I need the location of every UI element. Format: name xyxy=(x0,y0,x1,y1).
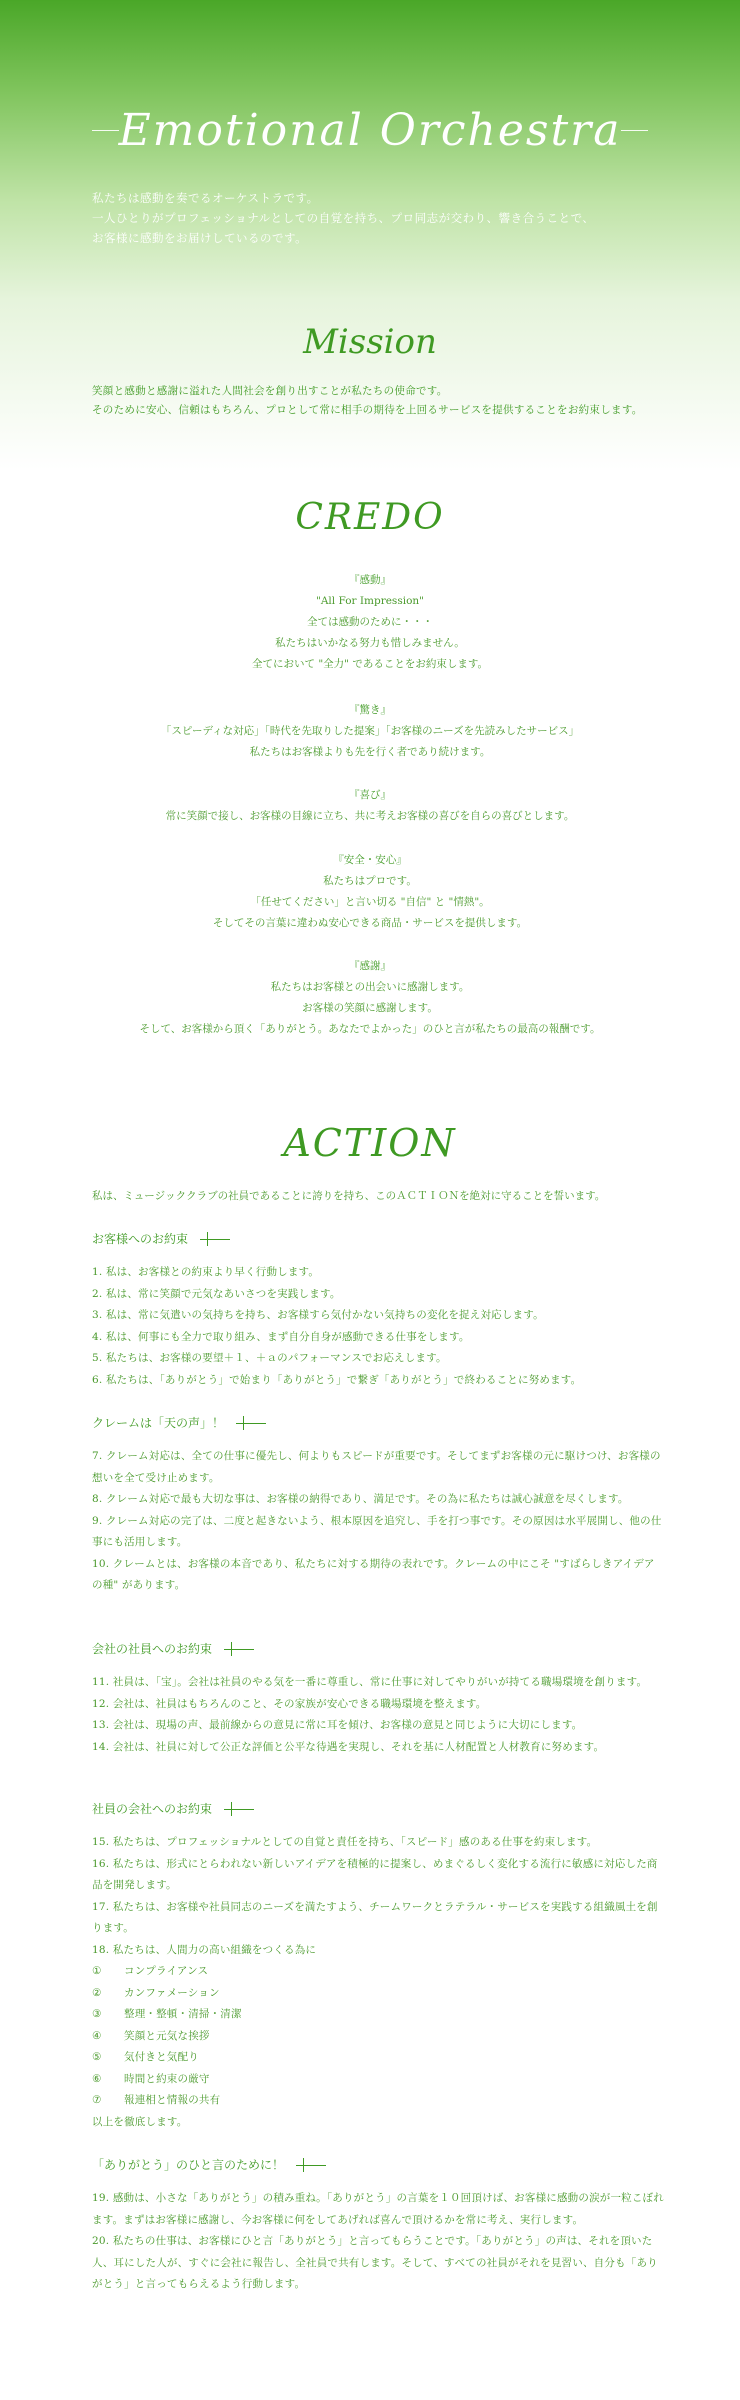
credo-block-safety xyxy=(40,850,700,934)
credo-block-joy xyxy=(40,785,700,827)
hero-line: お客様に感動をお届けしているのです。 xyxy=(92,231,308,245)
credo-line: お客様の笑顔に感謝します。 xyxy=(302,1002,438,1014)
credo-line: 私たちはプロです。 xyxy=(323,875,417,887)
list-item: 10. クレームとは、お客様の本音であり、私たちに対する期待の表れです。クレームの中にこそ "すばらしきアイデアの種" があります。 xyxy=(92,1557,655,1591)
sub-item-text: 気付きと気配り xyxy=(124,2051,199,2063)
credo-title: 『驚き』 xyxy=(349,704,391,716)
sub-item-text: 時間と約束の厳守 xyxy=(124,2072,210,2085)
credo-line: "All For Impression" xyxy=(316,595,424,607)
list-item: 16. 私たちは、形式にとらわれない新しいアイデアを積極的に提案し、めまぐるしく変化する流行に敏感に対応した商品を開発します。 xyxy=(92,1857,658,1891)
sub-item-text: 整理・整頓・清掃・清潔 xyxy=(124,2008,242,2020)
action-list-claims xyxy=(92,1446,664,1597)
sub-list-item xyxy=(92,1961,664,1983)
cross-ornament-icon xyxy=(200,1232,230,1246)
list-item: 18. 私たちは、人間力の高い組織をつくる為に xyxy=(92,1943,317,1956)
action-list-employees-to-company xyxy=(92,1832,664,2133)
sub-item-number: ⑥ xyxy=(92,2072,102,2085)
list-item: 6. 私たちは、「ありがとう」で始まり「ありがとう」で繋ぎ「ありがとう」で終わることに努めます。 xyxy=(92,1373,582,1386)
cross-ornament-icon xyxy=(236,1416,266,1430)
sub-item-number: ① xyxy=(92,1965,102,1977)
sub-list-item xyxy=(92,2026,664,2048)
credo-line: 私たちはお客様との出会いに感謝します。 xyxy=(270,981,470,993)
mission-heading: Mission xyxy=(303,322,437,362)
sub-item-text: 笑顔と元気な挨拶 xyxy=(124,2029,210,2042)
credo-line: 私たちはお客様よりも先を行く者であり続けます。 xyxy=(249,746,491,758)
section-title: 会社の社員へのお約束 xyxy=(92,1642,213,1656)
sub-list-item xyxy=(92,2090,664,2112)
credo-heading: CREDO xyxy=(295,497,445,538)
sub-list-item xyxy=(92,2047,664,2069)
list-item: 2. 私は、常に笑顔で元気なあいさつを実践します。 xyxy=(92,1287,341,1300)
list-item: 1. 私は、お客様との約束より早く行動します。 xyxy=(92,1266,320,1278)
list-item: 5. 私たちは、お客様の要望＋１、＋ａのパフォーマンスでお応えします。 xyxy=(92,1352,447,1364)
sub-item-number: ③ xyxy=(92,2008,102,2020)
section-title: お客様へのお約束 xyxy=(92,1232,189,1246)
section-heading-thank-you xyxy=(92,2156,326,2173)
list-closing: 以上を徹底します。 xyxy=(92,2115,188,2128)
credo-line: 私たちはいかなる努力も惜しみません。 xyxy=(275,637,465,649)
list-item: 20. 私たちの仕事は、お客様にひと言「ありがとう」と言ってもらうことです。「ありがとう」の声は、それを頂いた人、耳にした人が、すぐに会社に報告し、全社員で共有します。そして、すべての社員がそれを見習い、自分も「ありがとう」と言ってもらえるよう行動します。 xyxy=(92,2235,658,2290)
hero-left-rule xyxy=(92,130,119,131)
credo-title: 『喜び』 xyxy=(349,789,391,801)
hero-title-row xyxy=(92,100,648,160)
section-heading-claims xyxy=(92,1414,266,1431)
sub-item-number: ② xyxy=(92,1986,102,1999)
sub-list-item xyxy=(92,1983,664,2005)
section-heading-customer-promise xyxy=(92,1230,230,1247)
mission-text xyxy=(92,382,662,420)
sub-item-number: ⑦ xyxy=(92,2094,102,2106)
list-item: 17. 私たちは、お客様や社員同志のニーズを満たすよう、チームワークとラテラル・サービスを実践する組織風土を創ります。 xyxy=(92,1900,658,1934)
section-heading-company-to-employees xyxy=(92,1640,254,1657)
credo-title: 『安全・安心』 xyxy=(333,854,407,866)
action-list-company-to-employees xyxy=(92,1672,664,1758)
sub-list-item xyxy=(92,2004,664,2026)
action-list-thank-you xyxy=(92,2188,664,2296)
cross-ornament-icon xyxy=(296,2158,326,2172)
section-title: 社員の会社へのお約束 xyxy=(92,1802,213,1816)
hero-line: 一人ひとりがプロフェッショナルとしての自覚を持ち、プロ同志が交わり、響き合うことで、 xyxy=(92,211,595,225)
sub-item-number: ④ xyxy=(92,2029,102,2042)
list-item: 12. 会社は、社員はもちろんのこと、その家族が安心できる職場環境を整えます。 xyxy=(92,1697,487,1710)
hero-line: 私たちは感動を奏でるオーケストラです。 xyxy=(92,191,319,205)
credo-line: 「スピーディな対応」「時代を先取りした提案」「お客様のニーズを先読みしたサービス」 xyxy=(160,725,580,737)
credo-block-surprise xyxy=(40,700,700,763)
sub-item-number: ⑤ xyxy=(92,2051,102,2063)
list-item: 4. 私は、何事にも全力で取り組み、まず自分自身が感動できる仕事をします。 xyxy=(92,1330,470,1343)
sub-item-text: 報連相と情報の共有 xyxy=(124,2094,221,2106)
credo-title: 『感動』 xyxy=(349,574,391,586)
credo-line: そして、お客様から頂く「ありがとう。あなたでよかった」のひと言が私たちの最高の報酬です。 xyxy=(139,1023,601,1035)
list-item: 9. クレーム対応の完了は、二度と起きないよう、根本原因を追究し、手を打つ事です。その原因は水平展開し、他の仕事にも活用します。 xyxy=(92,1514,662,1548)
credo-block-impression xyxy=(40,570,700,675)
cross-ornament-icon xyxy=(224,1642,254,1656)
list-item: 8. クレーム対応で最も大切な事は、お客様の納得であり、満足です。その為に私たちは誠心誠意を尽くします。 xyxy=(92,1493,629,1505)
section-heading-employees-to-company xyxy=(92,1800,254,1817)
action-heading: ACTION xyxy=(283,1121,457,1165)
hero-right-rule xyxy=(621,130,648,131)
list-item: 15. 私たちは、プロフェッショナルとしての自覚と責任を持ち、「スピード」感のある仕事を約束します。 xyxy=(92,1836,598,1848)
list-item: 7. クレーム対応は、全ての仕事に優先し、何よりもスピードが重要です。そしてまずお客様の元に駆けつけ、お客様の想いを全て受け止めます。 xyxy=(92,1450,661,1484)
credo-line: そしてその言葉に違わぬ安心できる商品・サービスを提供します。 xyxy=(212,917,528,929)
credo-line: 全ては感動のために・・・ xyxy=(307,616,433,628)
sub-item-text: カンファメーション xyxy=(124,1986,220,1999)
section-title: 「ありがとう」のひと言のために！ xyxy=(92,2158,285,2172)
action-intro: 私は、ミュージッククラブの社員であることに誇りを持ち、このＡＣＴＩＯＮを絶対に守ることを誓います。 xyxy=(92,1190,606,1202)
section-title: クレームは「天の声」！ xyxy=(92,1416,225,1430)
mission-line: 笑顔と感動と感謝に溢れた人間社会を創り出すことが私たちの使命です。 xyxy=(92,385,448,397)
credo-line: 常に笑顔で接し、お客様の目線に立ち、共に考えお客様の喜びを自らの喜びとします。 xyxy=(165,810,575,822)
action-list-customer-promise xyxy=(92,1262,664,1391)
hero-description xyxy=(92,188,662,248)
list-item: 13. 会社は、現場の声、最前線からの意見に常に耳を傾け、お客様の意見と同じように大切にします。 xyxy=(92,1719,583,1731)
list-item: 14. 会社は、社員に対して公正な評価と公平な待遇を実現し、それを基に人材配置と人材教育に努めます。 xyxy=(92,1740,605,1753)
credo-line: 「任せてください」と言い切る "自信" と "情熱"。 xyxy=(250,896,490,908)
list-item: 11. 社員は、「宝」。会社は社員のやる気を一番に尊重し、常に仕事に対してやりがいが持てる職場環境を創ります。 xyxy=(92,1676,648,1688)
credo-title: 『感謝』 xyxy=(349,960,391,972)
hero-title: Emotional Orchestra xyxy=(118,104,622,156)
credo-block-gratitude xyxy=(40,956,700,1040)
list-item: 3. 私は、常に気遣いの気持ちを持ち、お客様すら気付かない気持ちの変化を捉え対応します。 xyxy=(92,1309,544,1321)
cross-ornament-icon xyxy=(224,1802,254,1816)
sub-list-item xyxy=(92,2069,664,2091)
mission-line: そのために安心、信頼はもちろん、プロとして常に相手の期待を上回るサービスを提供することをお約束します。 xyxy=(92,404,643,416)
credo-line: 全てにおいて "全力" であることをお約束します。 xyxy=(252,658,488,670)
list-item: 19. 感動は、小さな「ありがとう」の積み重ね。「ありがとう」の言葉を１０回頂けば、お客様に感動の涙が一粒こぼれます。まずはお客様に感謝し、今お客様に何をしてあげれば喜んで頂けるかを常に考え、実行します。 xyxy=(92,2192,664,2226)
sub-item-text: コンプライアンス xyxy=(124,1965,209,1977)
